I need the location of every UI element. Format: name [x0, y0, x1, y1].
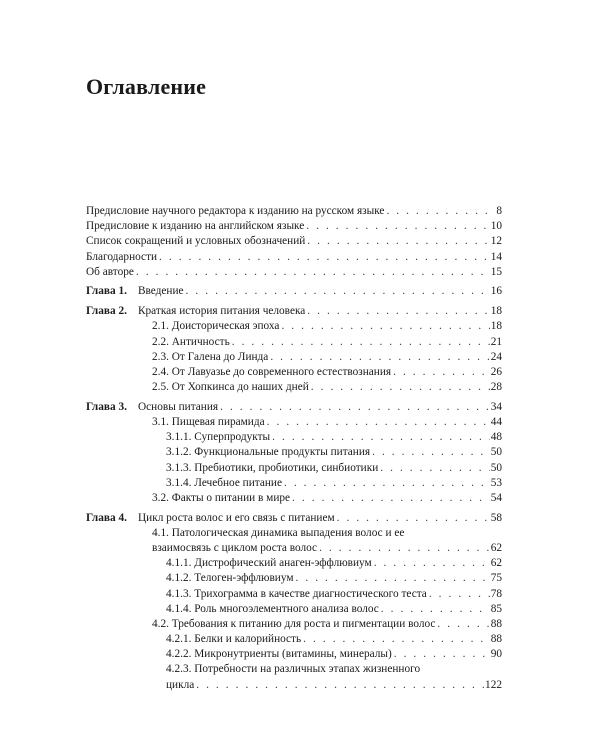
- toc-entry-text: 2.3. От Галена до Линда: [152, 350, 269, 363]
- toc-chapter-3[interactable]: [86, 400, 502, 415]
- toc-entry-text: 3.1.3. Пребиотики, пробиотики, синбиотики: [166, 461, 379, 474]
- toc-page-number: 15: [490, 265, 502, 278]
- leader-dots: [393, 365, 490, 380]
- toc-subsection[interactable]: [86, 476, 502, 491]
- toc-entry-text: 2.2. Античность: [152, 335, 230, 348]
- toc-page-number: 14: [490, 250, 502, 263]
- toc-entry[interactable]: [86, 250, 502, 265]
- page-title: Оглавление: [86, 74, 207, 99]
- toc-subsection[interactable]: [86, 647, 502, 662]
- toc-page-number: 18: [490, 320, 502, 333]
- toc-section[interactable]: [86, 335, 502, 350]
- leader-dots: [196, 678, 484, 693]
- leader-dots: [307, 234, 489, 249]
- toc-subsection[interactable]: [86, 430, 502, 445]
- toc-entry-text: 3.1.2. Функциональные продукты питания: [166, 446, 371, 459]
- toc-entry-text: Введение: [138, 285, 184, 298]
- toc-entry-text: 4.1.1. Дистрофический анаген-эффлювиум: [166, 557, 372, 570]
- toc-page-number: 24: [490, 350, 502, 363]
- chapter-label: Глава 2.: [86, 305, 127, 318]
- toc-page-number: 78: [490, 587, 502, 600]
- toc-entry-text: 4.2.3. Потребности на различных этапах жизненного: [166, 663, 421, 676]
- toc-entry-text: Об авторе: [86, 265, 134, 278]
- chapter-label: Глава 1.: [86, 285, 127, 298]
- toc-entry-text: 4.1.4. Роль многоэлементного анализа волос: [166, 602, 379, 615]
- toc-entry-text: 4.2. Требования к питанию для роста и пигментации волос: [152, 617, 436, 630]
- leader-dots: [437, 617, 489, 632]
- toc-page-number: 34: [490, 400, 502, 413]
- toc-entry-text: Краткая история питания человека: [138, 305, 306, 318]
- leader-dots: [386, 204, 495, 219]
- toc-section[interactable]: [86, 526, 502, 556]
- toc-entry-text: 4.1. Патологическая динамика выпадения волос и ее: [152, 526, 405, 539]
- leader-dots: [267, 415, 490, 430]
- toc-entry-text-continued: взаимосвязь с циклом роста волос: [152, 541, 318, 554]
- toc-page-number: 44: [490, 415, 502, 428]
- leader-dots: [159, 250, 490, 265]
- leader-dots: [292, 491, 490, 506]
- toc-subsection[interactable]: [86, 445, 502, 460]
- leader-dots: [306, 219, 489, 234]
- toc-section[interactable]: [86, 365, 502, 380]
- toc-subsection[interactable]: [86, 571, 502, 586]
- toc-entry-text: Список сокращений и условных обозначений: [86, 235, 306, 248]
- leader-dots: [272, 430, 490, 445]
- leader-dots: [136, 265, 490, 280]
- toc-page-number: 75: [490, 572, 502, 585]
- toc-entry[interactable]: [86, 219, 502, 234]
- toc-subsection[interactable]: [86, 602, 502, 617]
- toc-entry[interactable]: [86, 234, 502, 249]
- toc-entry-text: 4.2.1. Белки и калорийность: [166, 633, 302, 646]
- toc-page-number: 90: [490, 648, 502, 661]
- toc-page-number: 62: [490, 541, 502, 554]
- toc-page-number: 50: [490, 461, 502, 474]
- toc-entry-text: Основы питания: [138, 400, 219, 413]
- toc-entry-text-continued: цикла: [166, 678, 195, 691]
- toc-entry[interactable]: [86, 265, 502, 280]
- toc-section[interactable]: [86, 617, 502, 632]
- toc-page-number: 18: [490, 305, 502, 318]
- chapter-label: Глава 3.: [86, 400, 127, 413]
- toc-entry-text: 3.1.1. Суперпродукты: [166, 431, 271, 444]
- leader-dots: [284, 476, 490, 491]
- leader-dots: [319, 541, 490, 556]
- toc-page-number: 85: [490, 602, 502, 615]
- toc-section[interactable]: [86, 380, 502, 395]
- toc-subsection[interactable]: [86, 556, 502, 571]
- leader-dots: [232, 335, 490, 350]
- toc-page-number: 28: [490, 381, 502, 394]
- leader-dots: [307, 304, 489, 319]
- toc-page-number: 62: [490, 557, 502, 570]
- toc-entry-text: Благодарности: [86, 250, 158, 263]
- toc-page-number: 50: [490, 446, 502, 459]
- toc-entry-text: 2.5. От Хопкинса до наших дней: [152, 381, 309, 394]
- leader-dots: [311, 380, 490, 395]
- toc-page-number: 88: [490, 633, 502, 646]
- toc-entry-text: 3.1.4. Лечебное питание: [166, 476, 282, 489]
- toc-subsection[interactable]: [86, 632, 502, 647]
- leader-dots: [296, 571, 490, 586]
- toc-subsection[interactable]: [86, 662, 502, 692]
- chapter-label: Глава 4.: [86, 511, 127, 524]
- toc-page-number: 54: [490, 491, 502, 504]
- toc-section[interactable]: [86, 319, 502, 334]
- toc-page-number: 16: [490, 285, 502, 298]
- leader-dots: [381, 602, 490, 617]
- leader-dots: [394, 647, 490, 662]
- toc-page-number: 26: [490, 365, 502, 378]
- toc-section[interactable]: [86, 415, 502, 430]
- toc-page-number: 21: [490, 335, 502, 348]
- toc-entry-text: 3.1. Пищевая пирамида: [152, 415, 265, 428]
- toc-chapter-1[interactable]: [86, 284, 502, 299]
- leader-dots: [380, 461, 489, 476]
- toc-entry-text: 4.1.2. Телоген-эффлювиум: [166, 572, 294, 585]
- toc-section[interactable]: [86, 350, 502, 365]
- toc-entry-text: Предисловие научного редактора к изданию на русском языке: [86, 205, 385, 217]
- leader-dots: [186, 284, 490, 299]
- toc-entry-text: 4.1.3. Трихограмма в качестве диагностического теста: [166, 587, 427, 600]
- toc-entry-text: 2.1. Доисторическая эпоха: [152, 320, 280, 333]
- leader-dots: [337, 511, 490, 526]
- toc-page-number: 53: [490, 476, 502, 489]
- toc-entry-text: Цикл роста волос и его связь с питанием: [138, 511, 335, 524]
- leader-dots: [281, 319, 489, 334]
- toc-entry-text: 2.4. От Лавуазье до современного естествознания: [152, 365, 392, 378]
- toc-section[interactable]: [86, 491, 502, 506]
- toc-page-number: 10: [490, 220, 502, 233]
- leader-dots: [374, 556, 490, 571]
- leader-dots: [429, 587, 490, 602]
- toc-entry-text: 3.2. Факты о питании в мире: [152, 491, 291, 504]
- toc-chapter-4[interactable]: [86, 511, 502, 526]
- toc-subsection[interactable]: [86, 461, 502, 476]
- leader-dots: [270, 350, 489, 365]
- toc-page-number: 122: [485, 678, 502, 691]
- toc-subsection[interactable]: [86, 587, 502, 602]
- toc-page-number: 12: [490, 235, 502, 248]
- toc-page-number: 88: [490, 617, 502, 630]
- toc-entry-text: Предисловие к изданию на английском языке: [86, 220, 305, 233]
- leader-dots: [303, 632, 490, 647]
- toc-page-number: 8: [496, 205, 502, 217]
- leader-dots: [220, 400, 490, 415]
- toc-page-number: 58: [490, 511, 502, 524]
- leader-dots: [372, 445, 490, 460]
- toc-chapter-2[interactable]: [86, 304, 502, 319]
- toc-entry[interactable]: [86, 204, 502, 219]
- toc-page-number: 48: [490, 431, 502, 444]
- table-of-contents: [86, 204, 502, 693]
- toc-entry-text: 4.2.2. Микронутриенты (витамины, минералы): [166, 648, 392, 661]
